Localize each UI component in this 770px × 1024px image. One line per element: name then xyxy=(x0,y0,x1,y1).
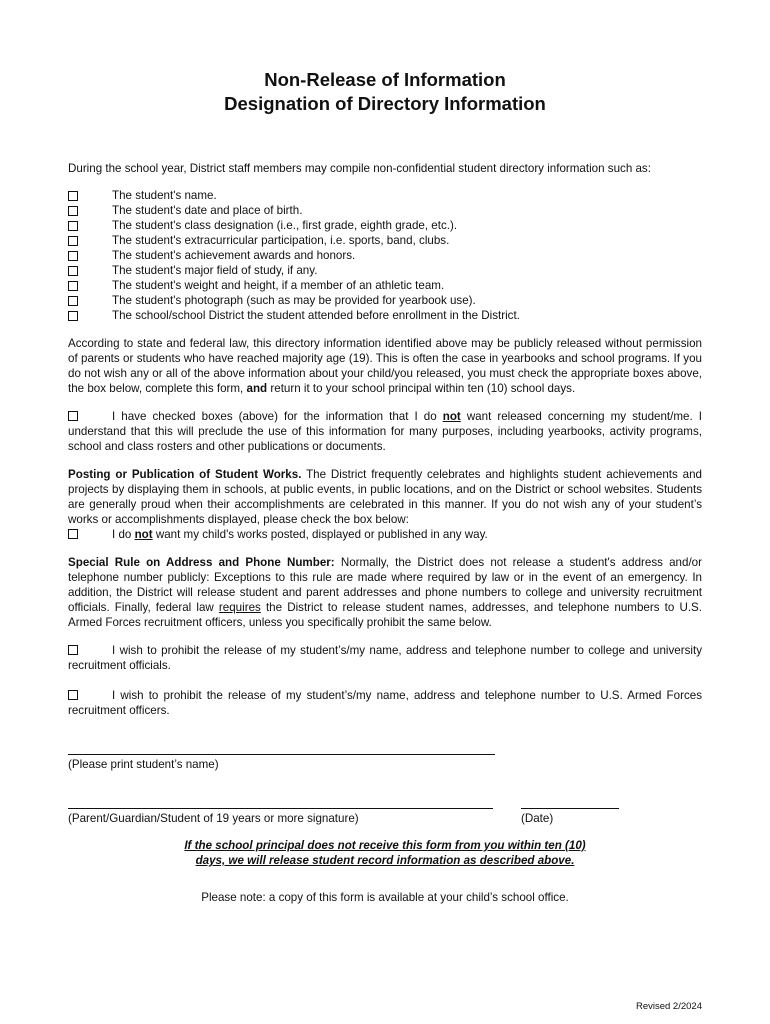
posting-option-text-end: want my child's works posted, displayed or published in any way. xyxy=(155,528,488,541)
directory-item-label: The student's achievement awards and honors. xyxy=(112,249,356,262)
checked-paragraph xyxy=(68,409,702,454)
posting-heading: Posting or Publication of Student Works. xyxy=(68,468,302,481)
law-and-emphasis: and xyxy=(246,382,268,395)
posting-body: The District frequently celebrates and highlights student achievements and projects by displaying them in schools, at public events, in public locations, and on the District or school websites. Students are generally proud when their accomplishments are celebrated in this manner. If you do not wish any of your student’s works or accomplishments displayed, please check the box below: xyxy=(68,468,702,526)
checkbox[interactable] xyxy=(68,311,78,321)
prohibit-armed-text: I wish to prohibit the release of my student’s/my name, address and telephone number to U.S. Armed Forces recruitment officers. xyxy=(68,689,702,717)
directory-item-label: The student's weight and height, if a member of an athletic team. xyxy=(112,279,445,292)
directory-item xyxy=(68,278,702,293)
directory-item-label: The student's extracurricular participation, i.e. sports, band, clubs. xyxy=(112,234,450,247)
prohibit-armed-checkbox[interactable] xyxy=(68,690,78,700)
notice-line-1: If the school principal does not receive this form from you within ten (10) xyxy=(184,839,586,852)
checkbox[interactable] xyxy=(68,281,78,291)
directory-item-label: The student's name. xyxy=(112,189,217,202)
prohibit-college-paragraph xyxy=(68,643,702,673)
signature-row xyxy=(68,808,702,826)
revision-date: Revised 2/2024 xyxy=(635,1001,702,1012)
checkbox[interactable] xyxy=(68,236,78,246)
directory-item xyxy=(68,308,702,323)
directory-item-label: The student's photograph (such as may be provided for yearbook use). xyxy=(112,294,476,307)
form-page xyxy=(68,68,702,905)
checkbox[interactable] xyxy=(68,206,78,216)
intro-text: During the school year, District staff members may compile non-confidential student directory information such as: xyxy=(68,162,651,175)
checkbox[interactable] xyxy=(68,251,78,261)
date-line[interactable] xyxy=(521,808,619,809)
directory-item xyxy=(68,293,702,308)
parent-signature-label: (Parent/Guardian/Student of 19 years or more signature) xyxy=(68,812,359,825)
checkbox[interactable] xyxy=(68,296,78,306)
title-line-1: Non-Release of Information xyxy=(264,69,506,90)
directory-item xyxy=(68,203,702,218)
law-text-end: return it to your school principal within ten (10) school days. xyxy=(270,382,576,395)
form-title xyxy=(68,68,702,116)
special-rule-heading: Special Rule on Address and Phone Number: xyxy=(68,556,335,569)
special-rule-body-end: the District to release student names, addresses, and telephone numbers to U.S. Armed Forces recruitment officers, unless you specifically prohibit the same below. xyxy=(68,601,702,629)
directory-item xyxy=(68,188,702,203)
return-notice xyxy=(68,838,702,868)
posting-paragraph xyxy=(68,467,702,527)
directory-item-label: The student's class designation (i.e., first grade, eighth grade, etc.). xyxy=(112,219,458,232)
not-emphasis: not xyxy=(134,528,153,541)
prohibit-armed-paragraph xyxy=(68,688,702,718)
special-rule-paragraph xyxy=(68,555,702,630)
parent-signature-field[interactable] xyxy=(68,808,493,826)
notice-line-2: days, we will release student record information as described above. xyxy=(195,854,575,867)
directory-item-label: The student's date and place of birth. xyxy=(112,204,303,217)
posting-option xyxy=(68,527,702,542)
title-line-2: Designation of Directory Information xyxy=(224,93,546,114)
checkbox[interactable] xyxy=(68,266,78,276)
parent-signature-line[interactable] xyxy=(68,808,493,809)
date-label: (Date) xyxy=(521,812,554,825)
directory-item-label: The student's major field of study, if any. xyxy=(112,264,318,277)
law-text: According to state and federal law, this directory information identified above may be publicly released without permission of parents or students who have reached majority age (19). This is often the case in yearbooks and school programs. If you do not wish any or all of the above information about your child/you released, you must check the appropriate boxes above, the box below, complete this form, xyxy=(68,337,702,395)
checked-confirm-checkbox[interactable] xyxy=(68,411,78,421)
student-name-line[interactable] xyxy=(68,754,495,755)
checkbox[interactable] xyxy=(68,221,78,231)
prohibit-college-text: I wish to prohibit the release of my student’s/my name, address and telephone number to college and university recruitment officials. xyxy=(68,644,702,672)
student-name-field[interactable] xyxy=(68,754,495,772)
date-field[interactable] xyxy=(521,808,619,826)
posting-optout-checkbox[interactable] xyxy=(68,529,78,539)
directory-item xyxy=(68,248,702,263)
requires-emphasis: requires xyxy=(218,601,261,614)
checked-text: I have checked boxes (above) for the information that I do xyxy=(112,410,437,423)
checkbox[interactable] xyxy=(68,191,78,201)
law-paragraph xyxy=(68,336,702,396)
student-name-label: (Please print student’s name) xyxy=(68,758,219,771)
posting-option-text: I do xyxy=(112,528,132,541)
directory-item xyxy=(68,233,702,248)
directory-item-label: The school/school District the student attended before enrollment in the District. xyxy=(112,309,520,322)
directory-items-list xyxy=(68,188,702,323)
directory-item xyxy=(68,263,702,278)
copy-note: Please note: a copy of this form is available at your child’s school office. xyxy=(201,891,569,904)
not-emphasis: not xyxy=(442,410,461,423)
special-rule-body: Normally, the District does not release a student's address and/or telephone number publicly: Exceptions to this rule are made where required by law or in the event of an emergency. In addition, the District will release student and parent addresses and phone numbers to college and university recruitment officials. Finally, federal law xyxy=(68,556,702,614)
prohibit-college-checkbox[interactable] xyxy=(68,645,78,655)
checked-text-end: want released concerning my student/me. I understand that this will preclude the use of this information for many purposes, including yearbooks, activity programs, school and class rosters and other publications or documents. xyxy=(68,410,702,453)
directory-item xyxy=(68,218,702,233)
